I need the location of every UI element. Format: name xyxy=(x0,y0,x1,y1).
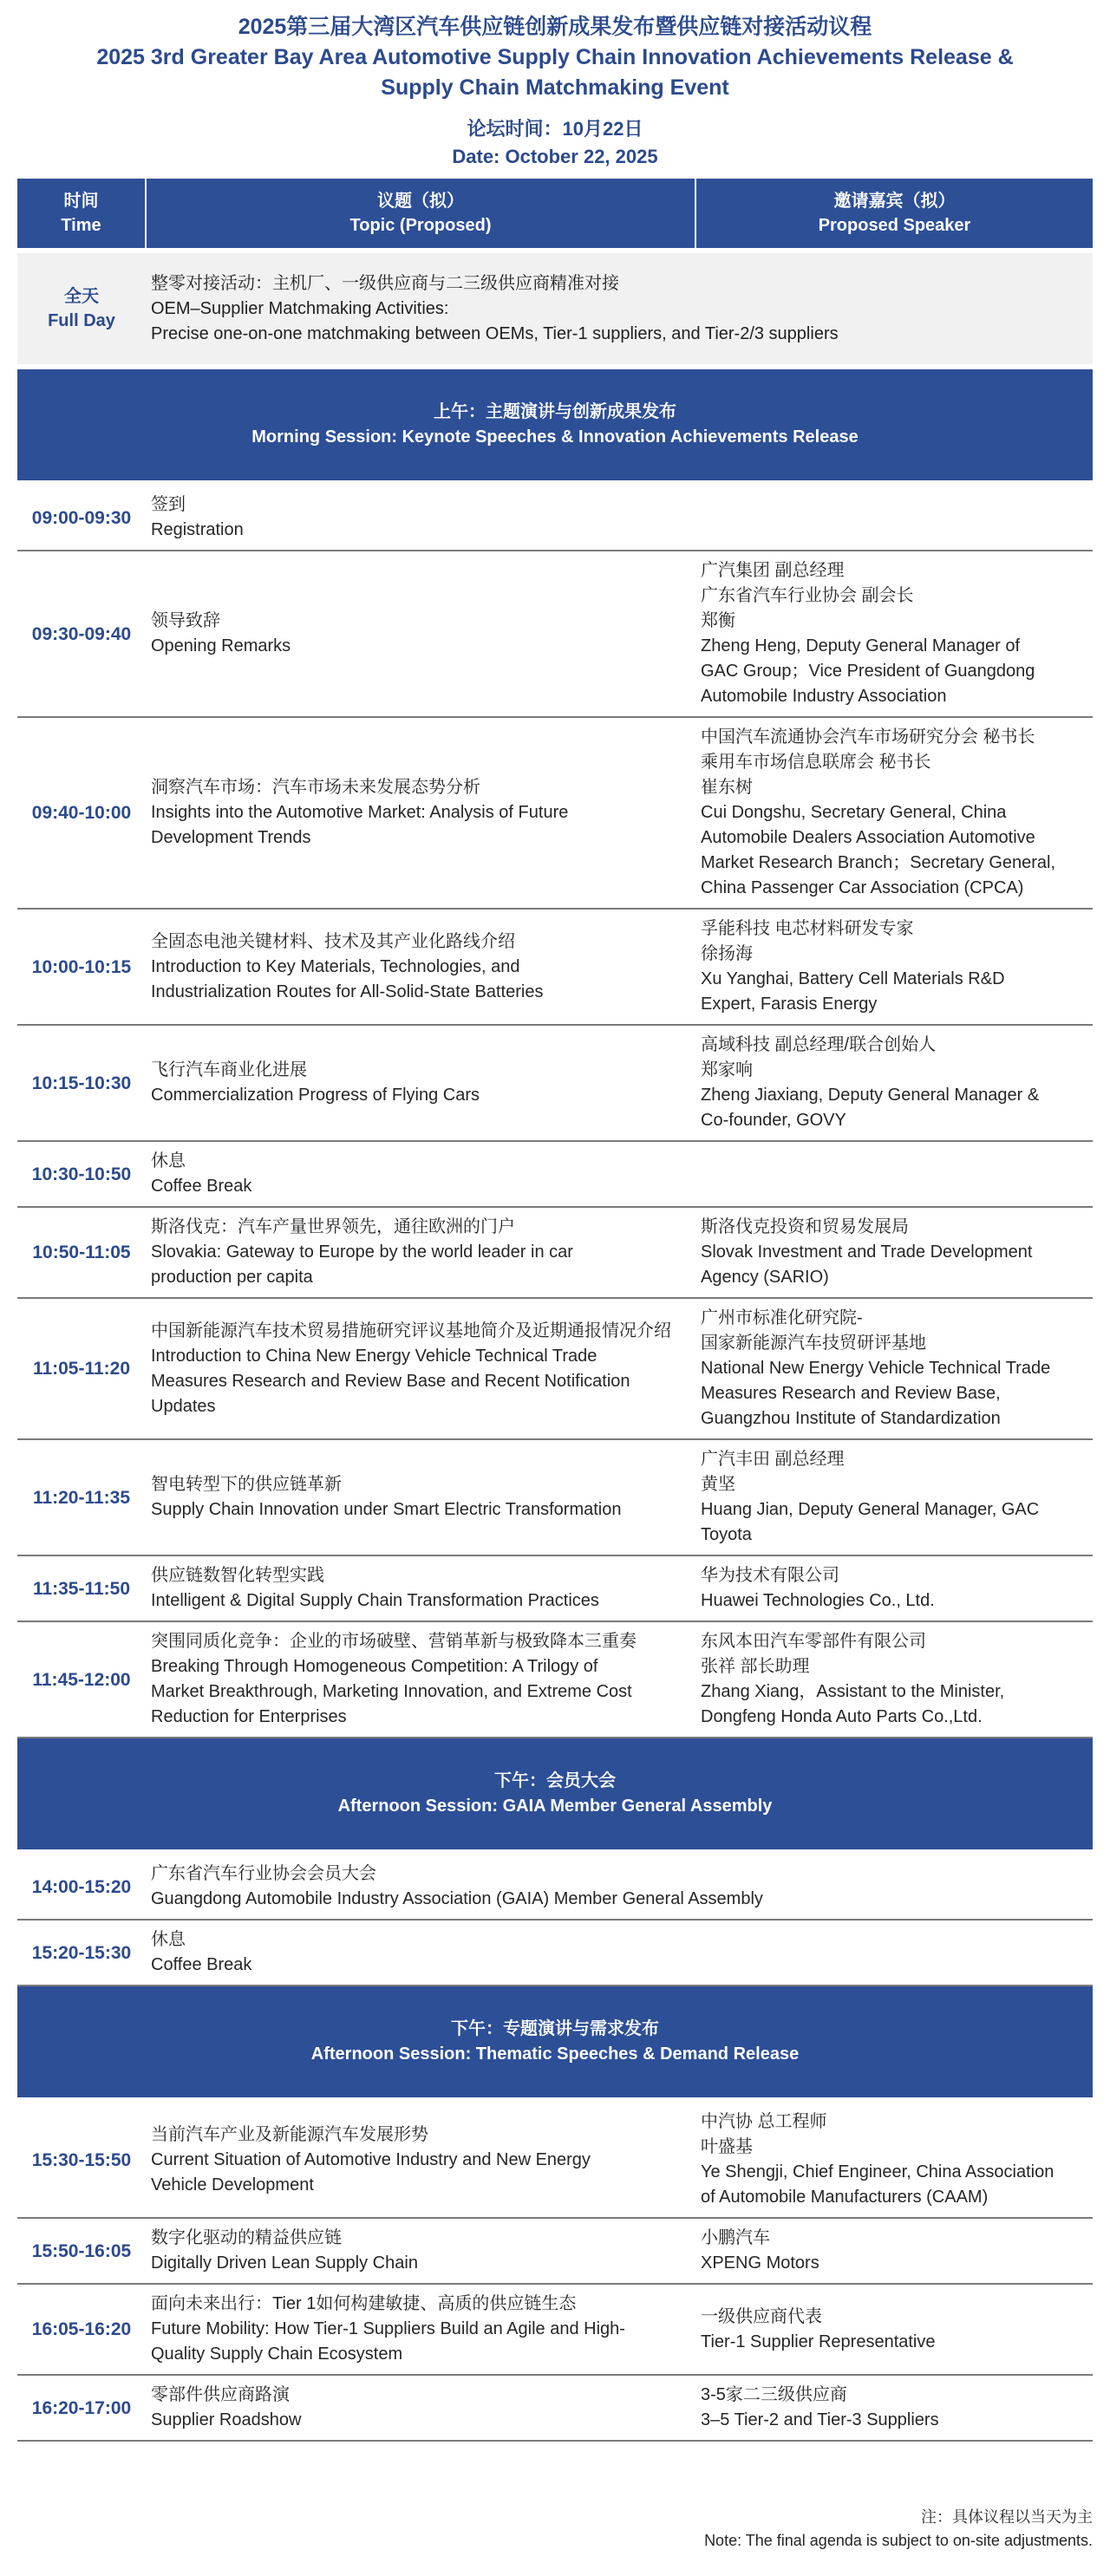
row-time: 10:00-10:15 xyxy=(17,909,146,1025)
footnote-en: Note: The final agenda is subject to on-site adjustments. xyxy=(704,2532,1093,2549)
agenda-row xyxy=(17,486,1093,551)
row-speaker xyxy=(695,551,1093,717)
topic-line: Supplier Roadshow xyxy=(151,2410,302,2429)
row-time: 14:00-15:20 xyxy=(17,1855,146,1920)
topic-line: 突围同质化竞争：企业的市场破壁、营销革新与极致降本三重奏 xyxy=(151,1632,637,1651)
topic-line: 数字化驱动的精益供应链 xyxy=(151,2228,342,2247)
speaker-line: Zheng Heng, Deputy General Manager of xyxy=(701,636,1020,655)
speaker-line: Ye Shengji, Chief Engineer, China Association xyxy=(701,2162,1054,2181)
fullday-row xyxy=(17,253,1093,364)
agenda-row xyxy=(17,2284,1093,2375)
topic-line: Coffee Break xyxy=(151,1955,252,1974)
speaker-line: 张祥 部长助理 xyxy=(701,1657,810,1676)
speaker-line: 国家新能源汽车技贸研评基地 xyxy=(701,1334,926,1353)
row-speaker xyxy=(695,1298,1093,1439)
section-title-cn: 下午：会员大会 xyxy=(494,1771,616,1790)
topic-line: Updates xyxy=(151,1396,216,1416)
fullday-topic-line: OEM–Supplier Matchmaking Activities: xyxy=(151,298,449,318)
speaker-line: 一级供应商代表 xyxy=(701,2306,822,2326)
row-topic xyxy=(146,1025,695,1141)
speaker-line: Xu Yanghai, Battery Cell Materials R&D xyxy=(701,969,1005,988)
topic-line: 当前汽车产业及新能源汽车发展形势 xyxy=(151,2124,428,2144)
speaker-line: 广汽集团 副总经理 xyxy=(701,561,845,580)
topic-line: Development Trends xyxy=(151,828,311,847)
topic-line: Future Mobility: How Tier-1 Suppliers Build an Agile and High- xyxy=(151,2319,625,2338)
speaker-line: 小鹏汽车 xyxy=(701,2228,770,2247)
topic-line: Intelligent & Digital Supply Chain Transformation Practices xyxy=(151,1591,599,1610)
speaker-line: 华为技术有限公司 xyxy=(701,1566,839,1585)
speaker-line: 广州市标准化研究院- xyxy=(701,1308,863,1327)
header-speaker-cn: 邀请嘉宾（拟） xyxy=(833,192,956,211)
footnote xyxy=(704,2506,1093,2553)
date-en: Date: October 22, 2025 xyxy=(452,146,658,167)
speaker-line: 广汽丰田 副总经理 xyxy=(701,1450,845,1469)
row-speaker xyxy=(695,1207,1093,1298)
speaker-line: National New Energy Vehicle Technical Trade xyxy=(701,1359,1051,1378)
speaker-line: Slovak Investment and Trade Development xyxy=(701,1242,1033,1262)
speaker-line: 崔东树 xyxy=(701,778,753,797)
row-time: 10:15-10:30 xyxy=(17,1025,146,1141)
speaker-line: 东风本田汽车零部件有限公司 xyxy=(701,1632,926,1651)
topic-line: Measures Research and Review Base and Recent Notification xyxy=(151,1371,630,1391)
topic-line: 洞察汽车市场：汽车市场未来发展态势分析 xyxy=(151,778,480,797)
row-topic xyxy=(146,551,695,717)
section-title-cn: 下午：专题演讲与需求发布 xyxy=(451,2019,659,2038)
topic-line: 签到 xyxy=(151,495,186,514)
speaker-line: 叶盛基 xyxy=(701,2137,753,2156)
topic-line: 全固态电池关键材料、技术及其产业化路线介绍 xyxy=(151,931,515,951)
speaker-line: Toyota xyxy=(701,1525,752,1544)
section-header xyxy=(17,369,1093,480)
topic-line: Insights into the Automotive Market: Analysis of Future xyxy=(151,803,569,822)
speaker-line: Zheng Jiaxiang, Deputy General Manager & xyxy=(701,1086,1040,1105)
row-speaker xyxy=(695,1555,1093,1621)
row-time: 16:20-17:00 xyxy=(17,2375,146,2441)
speaker-line: 3-5家二三级供应商 xyxy=(701,2385,847,2404)
footnote-cn: 注：具体议程以当天为主 xyxy=(921,2508,1093,2526)
speaker-line: 广东省汽车行业协会 副会长 xyxy=(701,586,914,605)
section-title-en: Afternoon Session: GAIA Member General Assembly xyxy=(337,1797,773,1816)
row-speaker xyxy=(695,2284,1093,2375)
row-topic xyxy=(146,1920,695,1986)
section-title-cn: 上午：主题演讲与创新成果发布 xyxy=(434,402,676,421)
row-speaker xyxy=(695,2375,1093,2441)
topic-line: Registration xyxy=(151,520,244,539)
row-speaker xyxy=(695,1920,1093,1986)
row-time: 09:40-10:00 xyxy=(17,717,146,909)
agenda-row xyxy=(17,1439,1093,1555)
speaker-line: Market Research Branch；Secretary General, xyxy=(701,853,1056,872)
speaker-line: 孚能科技 电芯材料研发专家 xyxy=(701,919,914,938)
agenda-row xyxy=(17,1025,1093,1141)
topic-line: 广东省汽车行业协会会员大会 xyxy=(151,1864,376,1883)
topic-line: 领导致辞 xyxy=(151,611,220,630)
speaker-line: Automobile Industry Association xyxy=(701,687,947,706)
section-title xyxy=(17,1986,1093,2097)
speaker-line: 黄坚 xyxy=(701,1475,735,1494)
title-block xyxy=(0,0,1110,171)
agenda-row xyxy=(17,1207,1093,1298)
topic-line: 面向未来出行：Tier 1如何构建敏捷、高质的供应链生态 xyxy=(151,2294,577,2313)
header-time-cn: 时间 xyxy=(63,192,99,211)
topic-line: 休息 xyxy=(151,1930,186,1949)
row-topic xyxy=(146,2375,695,2441)
date-cn: 论坛时间：10月22日 xyxy=(467,118,643,140)
speaker-line: Huang Jian, Deputy General Manager, GAC xyxy=(701,1500,1040,1519)
topic-line: Guangdong Automobile Industry Association (GAIA) Member General Assembly xyxy=(151,1889,763,1908)
row-topic xyxy=(146,1855,1093,1920)
agenda-row xyxy=(17,2375,1093,2441)
row-speaker xyxy=(695,1439,1093,1555)
row-topic xyxy=(146,1621,695,1738)
section-title xyxy=(17,1738,1093,1849)
row-time: 11:35-11:50 xyxy=(17,1555,146,1621)
row-speaker xyxy=(695,717,1093,909)
topic-line: Quality Supply Chain Ecosystem xyxy=(151,2344,403,2364)
topic-line: Introduction to Key Materials, Technologies, and xyxy=(151,956,520,976)
row-time: 10:30-10:50 xyxy=(17,1141,146,1207)
header-time xyxy=(17,179,146,248)
row-time: 09:30-09:40 xyxy=(17,551,146,717)
topic-line: Current Situation of Automotive Industry and New Energy xyxy=(151,2149,591,2169)
section-title-en: Afternoon Session: Thematic Speeches & Demand Release xyxy=(310,2044,800,2064)
header-time-en: Time xyxy=(61,216,101,235)
topic-line: Opening Remarks xyxy=(151,636,291,655)
speaker-line: 斯洛伐克投资和贸易发展局 xyxy=(701,1217,909,1236)
title-en-line2: Supply Chain Matchmaking Event xyxy=(381,75,729,100)
row-topic xyxy=(146,1298,695,1439)
row-topic xyxy=(146,2103,695,2218)
agenda-row xyxy=(17,1855,1093,1920)
title-en-line1: 2025 3rd Greater Bay Area Automotive Supply Chain Innovation Achievements Release & xyxy=(96,45,1014,69)
topic-line: Supply Chain Innovation under Smart Electric Transformation xyxy=(151,1500,622,1519)
row-time: 09:00-09:30 xyxy=(17,486,146,551)
speaker-line: GAC Group；Vice President of Guangdong xyxy=(701,662,1035,681)
row-topic xyxy=(146,2284,695,2375)
row-speaker xyxy=(695,909,1093,1025)
topic-line: Commercialization Progress of Flying Cars xyxy=(151,1086,480,1105)
speaker-line: 郑衡 xyxy=(701,611,735,630)
speaker-line: Agency (SARIO) xyxy=(701,1268,829,1287)
topic-line: 休息 xyxy=(151,1151,186,1171)
speaker-line: Tier-1 Supplier Representative xyxy=(701,2331,936,2351)
speaker-line: Measures Research and Review Base, xyxy=(701,1384,1001,1403)
row-topic xyxy=(146,909,695,1025)
header-speaker-en: Proposed Speaker xyxy=(818,216,971,235)
topic-line: production per capita xyxy=(151,1268,313,1287)
row-time: 15:30-15:50 xyxy=(17,2103,146,2218)
table-header xyxy=(17,179,1093,248)
speaker-line: Zhang Xiang，Assistant to the Minister, xyxy=(701,1682,1005,1701)
speaker-line: 乘用车市场信息联席会 秘书长 xyxy=(701,753,931,772)
agenda-row xyxy=(17,717,1093,909)
speaker-line: 中国汽车流通协会汽车市场研究分会 秘书长 xyxy=(701,727,1035,747)
topic-line: Vehicle Development xyxy=(151,2175,314,2194)
agenda-row xyxy=(17,1920,1093,1986)
row-speaker xyxy=(695,2103,1093,2218)
row-topic xyxy=(146,717,695,909)
speaker-line: XPENG Motors xyxy=(701,2253,819,2273)
speaker-line: Automobile Dealers Association Automotive xyxy=(701,828,1035,847)
header-speaker xyxy=(695,179,1093,248)
row-topic xyxy=(146,2218,695,2284)
speaker-line: 高域科技 副总经理/联合创始人 xyxy=(701,1035,937,1054)
fullday-topic-line: 整零对接活动：主机厂、一级供应商与二三级供应商精准对接 xyxy=(151,273,619,293)
fullday-topic-line: Precise one-on-one matchmaking between OEMs, Tier-1 suppliers, and Tier-2/3 suppliers xyxy=(151,323,839,343)
row-topic xyxy=(146,1141,695,1207)
agenda-row xyxy=(17,551,1093,717)
agenda-row xyxy=(17,1141,1093,1207)
fullday-time xyxy=(17,253,146,364)
speaker-line: 徐扬海 xyxy=(701,944,753,963)
row-topic xyxy=(146,486,695,551)
row-speaker xyxy=(695,1621,1093,1738)
row-speaker xyxy=(695,1025,1093,1141)
row-speaker xyxy=(695,486,1093,551)
agenda-row xyxy=(17,1555,1093,1621)
section-title xyxy=(17,369,1093,480)
row-topic xyxy=(146,1439,695,1555)
header-topic xyxy=(146,179,695,248)
topic-line: Digitally Driven Lean Supply Chain xyxy=(151,2253,418,2273)
topic-line: 供应链数智化转型实践 xyxy=(151,1566,324,1585)
agenda-row xyxy=(17,2218,1093,2284)
row-time: 15:50-16:05 xyxy=(17,2218,146,2284)
speaker-line: 3–5 Tier-2 and Tier-3 Suppliers xyxy=(701,2410,939,2429)
topic-line: Breaking Through Homogeneous Competition: A Trilogy of xyxy=(151,1657,598,1676)
agenda-table xyxy=(17,179,1093,2442)
section-header xyxy=(17,1738,1093,1849)
speaker-line: Huawei Technologies Co., Ltd. xyxy=(701,1591,935,1610)
topic-line: Coffee Break xyxy=(151,1177,252,1196)
speaker-line: China Passenger Car Association (CPCA) xyxy=(701,878,1024,897)
speaker-line: of Automobile Manufacturers (CAAM) xyxy=(701,2188,989,2207)
fullday-time-cn: 全天 xyxy=(64,287,99,306)
section-header xyxy=(17,1986,1093,2097)
row-speaker xyxy=(695,1141,1093,1207)
agenda-row xyxy=(17,909,1093,1025)
row-time: 11:20-11:35 xyxy=(17,1439,146,1555)
speaker-line: Dongfeng Honda Auto Parts Co.,Ltd. xyxy=(701,1707,983,1726)
agenda-row xyxy=(17,1621,1093,1738)
header-topic-en: Topic (Proposed) xyxy=(349,216,492,235)
section-title-en: Morning Session: Keynote Speeches & Innovation Achievements Release xyxy=(251,427,859,447)
row-time: 11:05-11:20 xyxy=(17,1298,146,1439)
speaker-line: 郑家响 xyxy=(701,1060,753,1079)
row-time: 10:50-11:05 xyxy=(17,1207,146,1298)
row-time: 11:45-12:00 xyxy=(17,1621,146,1738)
fullday-time-en: Full Day xyxy=(48,311,115,330)
fullday-topic xyxy=(146,253,1093,364)
topic-line: Market Breakthrough, Marketing Innovation, and Extreme Cost xyxy=(151,1682,632,1701)
title-cn: 2025第三届大湾区汽车供应链创新成果发布暨供应链对接活动议程 xyxy=(238,15,872,39)
row-time: 15:20-15:30 xyxy=(17,1920,146,1986)
speaker-line: 中汽协 总工程师 xyxy=(701,2112,827,2131)
row-topic xyxy=(146,1207,695,1298)
topic-line: Reduction for Enterprises xyxy=(151,1707,347,1726)
topic-line: 智电转型下的供应链革新 xyxy=(151,1475,342,1494)
row-speaker xyxy=(695,2218,1093,2284)
agenda-row xyxy=(17,2103,1093,2218)
topic-line: 中国新能源汽车技术贸易措施研究评议基地简介及近期通报情况介绍 xyxy=(151,1321,671,1340)
header-topic-cn: 议题（拟） xyxy=(377,192,464,211)
speaker-line: Co-founder, GOVY xyxy=(701,1111,846,1130)
topic-line: 斯洛伐克：汽车产量世界领先，通往欧洲的门户 xyxy=(151,1217,515,1236)
topic-line: Slovakia: Gateway to Europe by the world leader in car xyxy=(151,1242,573,1262)
topic-line: 零部件供应商路演 xyxy=(151,2385,290,2404)
row-time: 16:05-16:20 xyxy=(17,2284,146,2375)
speaker-line: Guangzhou Institute of Standardization xyxy=(701,1409,1001,1428)
speaker-line: Cui Dongshu, Secretary General, China xyxy=(701,803,1007,822)
row-topic xyxy=(146,1555,695,1621)
speaker-line: Expert, Farasis Energy xyxy=(701,995,878,1014)
agenda-row xyxy=(17,1298,1093,1439)
topic-line: 飞行汽车商业化进展 xyxy=(151,1060,307,1079)
topic-line: Introduction to China New Energy Vehicle Technical Trade xyxy=(151,1346,597,1366)
topic-line: Industrialization Routes for All-Solid-State Batteries xyxy=(151,981,544,1001)
